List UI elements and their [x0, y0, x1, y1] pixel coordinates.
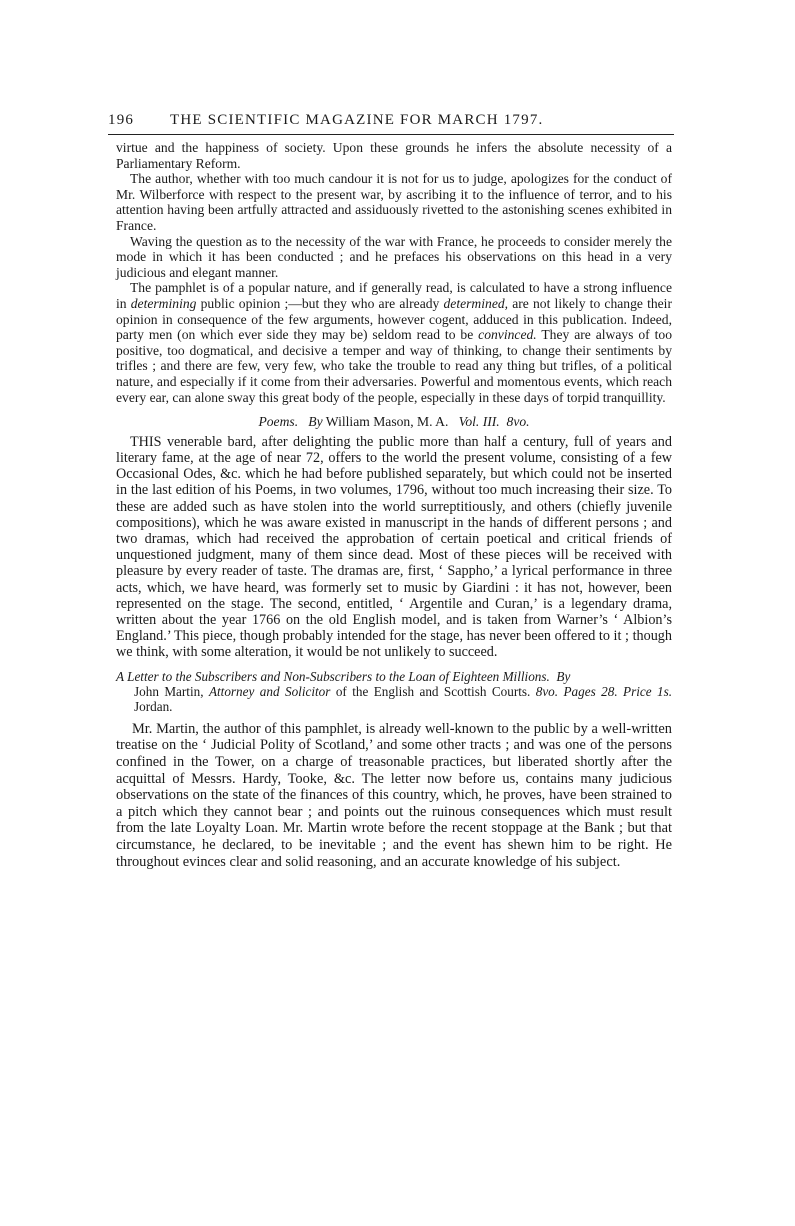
emphasis: determining: [130, 295, 197, 311]
page-body: [116, 140, 672, 870]
review-format: 8vo.: [506, 414, 530, 430]
review-heading-line: [116, 684, 672, 715]
running-title: THE SCIENTIFIC MAGAZINE FOR MARCH 1797.: [170, 112, 544, 128]
review-heading: [116, 669, 672, 715]
text-run: The pamphlet is of a popular nature, and if generally read, is calculated to have a strong influence in: [116, 280, 672, 311]
review-by: By: [556, 668, 571, 684]
paragraph: [116, 280, 672, 405]
header-rule: [108, 134, 674, 135]
paragraph: virtue and the happiness of society. Upon these grounds he infers the absolute necessity of a Parliamentary Reform.: [116, 140, 672, 171]
review-author: John Martin,: [134, 683, 204, 699]
emphasis: determined,: [443, 295, 509, 311]
review-profession: Attorney and Solicitor: [208, 683, 331, 699]
review-by: By: [308, 414, 323, 430]
paragraph: Mr. Martin, the author of this pamphlet, is already well-known to the public by a well-written treatise on the ‘ Judicial Polity of Scotland,’ and some other tracts ; and was one of the persons confined in the Tower, on a charge of treasonable practices, but liberated shortly after the acquittal of Messrs. Hardy, Tooke, &c. The letter now before us, contains many judicious observations on the state of the finances of this country, which, he proves, have been strained to a pitch which they cannot bear ; and points out the ruinous consequences which must result from the late Loyalty Loan. Mr. Martin wrote before the recent stoppage at the Bank ; but that circumstance, he declared, to be inevitable ; and the event has shewn him to be right. He throughout evinces clear and solid reasoning, and an accurate knowledge of his subject.: [116, 720, 672, 870]
running-header: [108, 112, 674, 134]
text-run: public opinion ;—but they who are already: [196, 295, 444, 311]
text-run: are not likely to change their opinion in consequence of the few arguments, however cogent, adduced in this publication. Indeed, party men (on which ever side they may be) seldom read to be: [116, 295, 672, 343]
review-volume: Vol. III.: [458, 414, 500, 430]
paragraph: The author, whether with too much candour it is not for us to judge, apologizes for the conduct of Mr. Wilberforce with respect to the present war, by ascribing it to the influence of terror, and to his attention having been artfully attracted and assiduously rivetted to the astonishing scenes exhibited in France.: [116, 171, 672, 233]
paragraph: Waving the question as to the necessity of the war with France, he proceeds to consider merely the mode in which it has been conducted ; and he prefaces his observations on this head in a very judicious and elegant manner.: [116, 233, 672, 280]
text-run: They are always of too positive, too dogmatical, and decisive a temper and way of thinking, to change their sentiments by trifles ; and there are few, very few, who take the trouble to read any thing but trifles, of a political nature, and especially if it come from their adversaries. Powerful and momentous events, which reach every ear, can alone sway this great body of the people, especially in these days of torpid tranquillity.: [116, 327, 672, 405]
emphasis: convinced.: [478, 327, 537, 343]
review-courts: of the English and Scottish Courts.: [335, 683, 531, 699]
page-number: 196: [108, 112, 135, 128]
review-format: 8vo. Pages 28. Price 1s.: [535, 683, 673, 699]
review-title: Poems.: [258, 414, 299, 430]
review-heading: [116, 414, 672, 430]
review-publisher: Jordan.: [134, 699, 173, 715]
review-author: William Mason, M. A.: [325, 414, 449, 430]
review-title: A Letter to the Subscribers and Non-Subscribers to the Loan of Eighteen Millions.: [116, 668, 550, 684]
paragraph: THIS venerable bard, after delighting the public more than half a century, full of years and literary fame, at the age of near 72, offers to the world the present volume, consisting of a few Occasional Odes, &c. which he had before published separately, but which could not be inserted in the last edition of his Poems, in two volumes, 1796, without too much increasing their size. To these are added such as have stolen into the world surreptitiously, and others (chiefly juvenile compositions), which he was aware existed in manuscript in the hands of different persons ; and two dramas, which had received the approbation of certain poetical and critical friends of unquestioned judgment, many of them since dead. Most of these pieces will be received with pleasure by every reader of taste. The dramas are, first, ‘ Sappho,’ a lyrical performance in three acts, which, we have heard, was formerly set to music by Giardini : it has not, however, been represented on the stage. The second, entitled, ‘ Argentile and Curan,’ is a legendary drama, written about the year 1766 on the old English model, and is taken from Warner’s ‘ Albion’s England.’ This piece, though probably intended for the stage, has never been offered to it ; though we think, with some alteration, it would be not unlikely to succeed.: [116, 433, 672, 661]
